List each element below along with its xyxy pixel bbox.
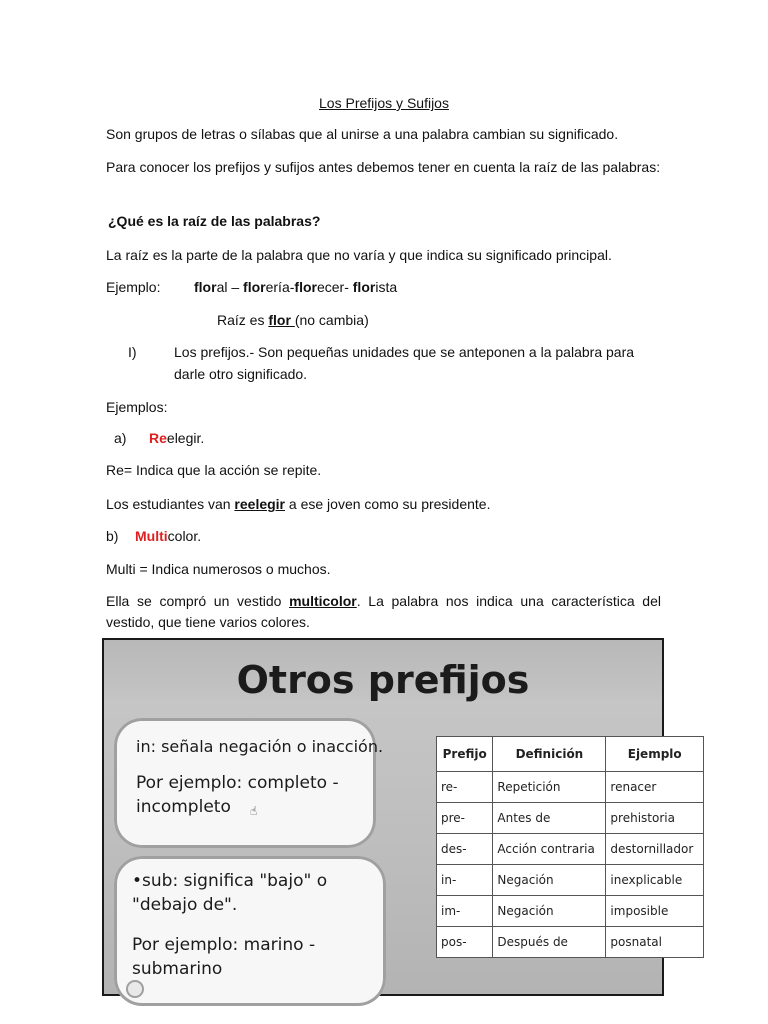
card1-line1: in: señala negación o inacción. xyxy=(136,737,384,756)
re-definition: Re= Indica que la acción se repite. xyxy=(106,462,322,478)
sentence-b-line2: vestido, que tiene varios colores. xyxy=(106,614,310,630)
cell-example: posnatal xyxy=(606,927,704,958)
header-prefijo: Prefijo xyxy=(437,737,493,772)
question-heading: ¿Qué es la raíz de las palabras? xyxy=(108,213,321,229)
prefix-table xyxy=(436,736,704,958)
card2-line1: •sub: significa "bajo" o xyxy=(132,871,328,891)
roots-paragraph: Para conocer los prefijos y sufijos antes debemos tener en cuenta la raíz de las palabras: xyxy=(106,159,661,175)
cell-prefix: pre- xyxy=(437,803,493,834)
cell-definition: Después de xyxy=(493,927,606,958)
page-title: Los Prefijos y Sufijos xyxy=(319,95,449,111)
prefixes-definition-line1: Los prefijos.- Son pequeñas unidades que se anteponen a la palabra para xyxy=(174,344,635,360)
cell-example: prehistoria xyxy=(606,803,704,834)
cell-definition: Acción contraria xyxy=(493,834,606,865)
intro-paragraph: Son grupos de letras o sílabas que al unirse a una palabra cambian su significado. xyxy=(106,126,619,142)
sentence-b-line1: Ella se compró un vestido multicolor. La palabra nos indica una característica del xyxy=(106,593,661,609)
sub-prefix-card xyxy=(114,856,386,1006)
header-definicion: Definición xyxy=(493,737,606,772)
cell-definition: Negación xyxy=(493,896,606,927)
table-row xyxy=(437,834,704,865)
root-definition: La raíz es la parte de la palabra que no varía y que indica su significado principal. xyxy=(106,247,612,263)
hand-cursor-icon: ☝ xyxy=(250,804,258,818)
image-title: Otros prefijos xyxy=(236,658,530,702)
cell-example: inexplicable xyxy=(606,865,704,896)
table-row xyxy=(437,896,704,927)
example-label: Ejemplo: xyxy=(106,279,161,295)
section-number: I) xyxy=(128,344,137,360)
table-row xyxy=(437,803,704,834)
card1-line2: Por ejemplo: completo - xyxy=(136,773,339,793)
cell-definition: Repetición xyxy=(493,772,606,803)
other-prefixes-image xyxy=(102,638,694,996)
examples-label: Ejemplos: xyxy=(106,399,168,415)
cell-example: destornillador xyxy=(606,834,704,865)
card2-line4: submarino xyxy=(132,959,223,979)
item-b-word: Multicolor. xyxy=(135,528,202,544)
card2-line2: "debajo de". xyxy=(132,895,238,915)
table-row xyxy=(437,865,704,896)
table-row xyxy=(437,927,704,958)
cell-example: renacer xyxy=(606,772,704,803)
cell-definition: Negación xyxy=(493,865,606,896)
header-ejemplo: Ejemplo xyxy=(606,737,704,772)
card1-line3: incompleto xyxy=(136,797,231,817)
cell-prefix: pos- xyxy=(437,927,493,958)
item-a-label: a) xyxy=(114,430,127,446)
prefixes-definition-line2: darle otro significado. xyxy=(174,366,308,382)
item-a-word: Reelegir. xyxy=(149,430,205,446)
table-row xyxy=(437,772,704,803)
cell-definition: Antes de xyxy=(493,803,606,834)
sentence-a: Los estudiantes van reelegir a ese joven como su presidente. xyxy=(106,496,491,512)
root-statement: Raíz es flor (no cambia) xyxy=(217,312,369,328)
item-b-label: b) xyxy=(106,528,119,544)
cell-prefix: im- xyxy=(437,896,493,927)
in-prefix-card xyxy=(114,718,384,848)
cell-prefix: in- xyxy=(437,865,493,896)
multi-definition: Multi = Indica numerosos o muchos. xyxy=(106,561,331,577)
cell-prefix: des- xyxy=(437,834,493,865)
speech-bubble-tail-icon xyxy=(126,980,144,998)
cell-example: imposible xyxy=(606,896,704,927)
cell-prefix: re- xyxy=(437,772,493,803)
card2-line3: Por ejemplo: marino - xyxy=(132,935,316,955)
table-header-row xyxy=(437,737,704,772)
example-words: floral – florería-florecer- florista xyxy=(194,279,398,295)
